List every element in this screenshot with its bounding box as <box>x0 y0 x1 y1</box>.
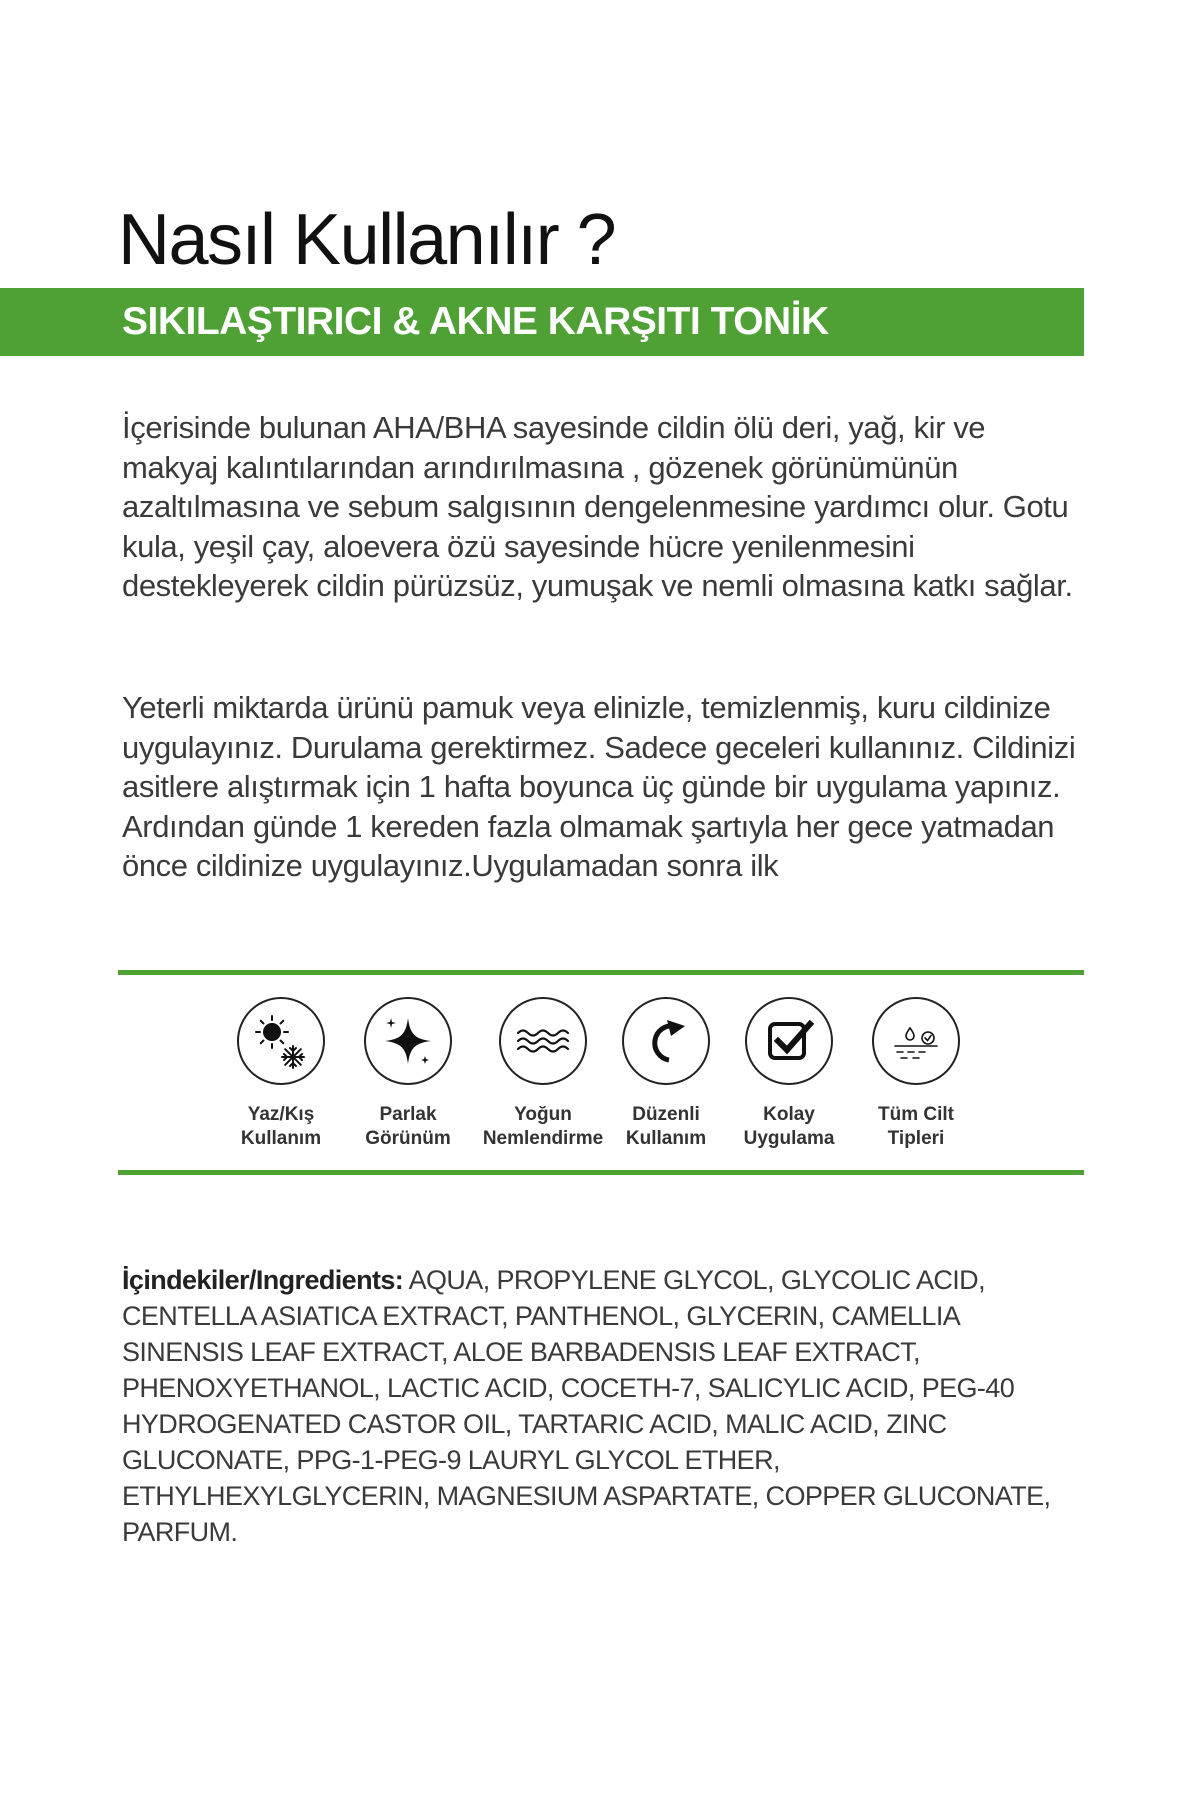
checkbox-icon <box>745 997 833 1085</box>
ingredients-block <box>122 1262 1084 1550</box>
sparkle-icon <box>364 997 452 1085</box>
circular-arrow-icon <box>622 997 710 1085</box>
feature-label: Düzenli Kullanım <box>625 1104 707 1149</box>
page-title: Nasıl Kullanılır ? <box>118 200 616 280</box>
features-top-divider <box>118 970 1084 975</box>
feature-label: Kolay Uygulama <box>743 1104 835 1149</box>
ingredients-label: İçindekiler/Ingredients: <box>122 1265 404 1295</box>
feature-label: Parlak Görünüm <box>365 1104 451 1149</box>
sun-snowflake-icon <box>237 997 325 1085</box>
feature-label: Yoğun Nemlendirme <box>482 1104 604 1149</box>
product-name: SIKILAŞTIRICI & AKNE KARŞITI TONİK <box>122 300 829 343</box>
droplet-check-icon <box>872 997 960 1085</box>
waves-icon <box>499 997 587 1085</box>
product-name-banner <box>0 288 1084 356</box>
feature-all-skin-types <box>841 997 991 1151</box>
feature-label: Yaz/Kış Kullanım <box>240 1104 322 1149</box>
features-bottom-divider <box>118 1170 1084 1175</box>
description-paragraph: İçerisinde bulunan AHA/BHA sayesinde cildin ölü deri, yağ, kir ve makyaj kalıntılarından arındırılmasına , gözenek görünümünün azaltılmasına ve sebum salgısının dengelenmesine yardımcı olur. Gotu kula, yeşil çay, aloevera özü sayesinde hücre yenilenmesini destekleyerek cildin pürüzsüz, yumuşak ve nemli olmasına katkı sağlar. <box>122 410 1073 603</box>
ingredients-list: AQUA, PROPYLENE GLYCOL, GLYCOLIC ACID, CENTELLA ASIATICA EXTRACT, PANTHENOL, GLYCERIN, CAMELLIA SINENSIS LEAF EXTRACT, ALOE BARBADENSIS LEAF EXTRACT, PHENOXYETHANOL, LACTIC ACID, COCETH-7, SALICYLIC ACID, PEG-40 HYDROGENATED CASTOR OIL, TARTARIC ACID, MALIC ACID, ZINC GLUCONATE, PPG-1-PEG-9 LAURYL GLYCOL ETHER, ETHYLHEXYLGLYCERIN, MAGNESIUM ASPARTATE, COPPER GLUCONATE, PARFUM. <box>122 1265 1051 1547</box>
feature-label: Tüm Cilt Tipleri <box>878 1104 954 1149</box>
usage-paragraph: Yeterli miktarda ürünü pamuk veya elinizle, temizlenmiş, kuru cildinize uygulayınız. Durulama gerektirmez. Sadece geceleri kullanınız. Cildinizi asitlere alıştırmak için 1 hafta boyunca üç günde bir uygulama yapınız. Ardından günde 1 kereden fazla olmamak şartıyla her gece yatmadan önce cildinize uygulayınız.Uygulamadan sonra ilk <box>122 690 1076 883</box>
feature-shine <box>333 997 483 1151</box>
